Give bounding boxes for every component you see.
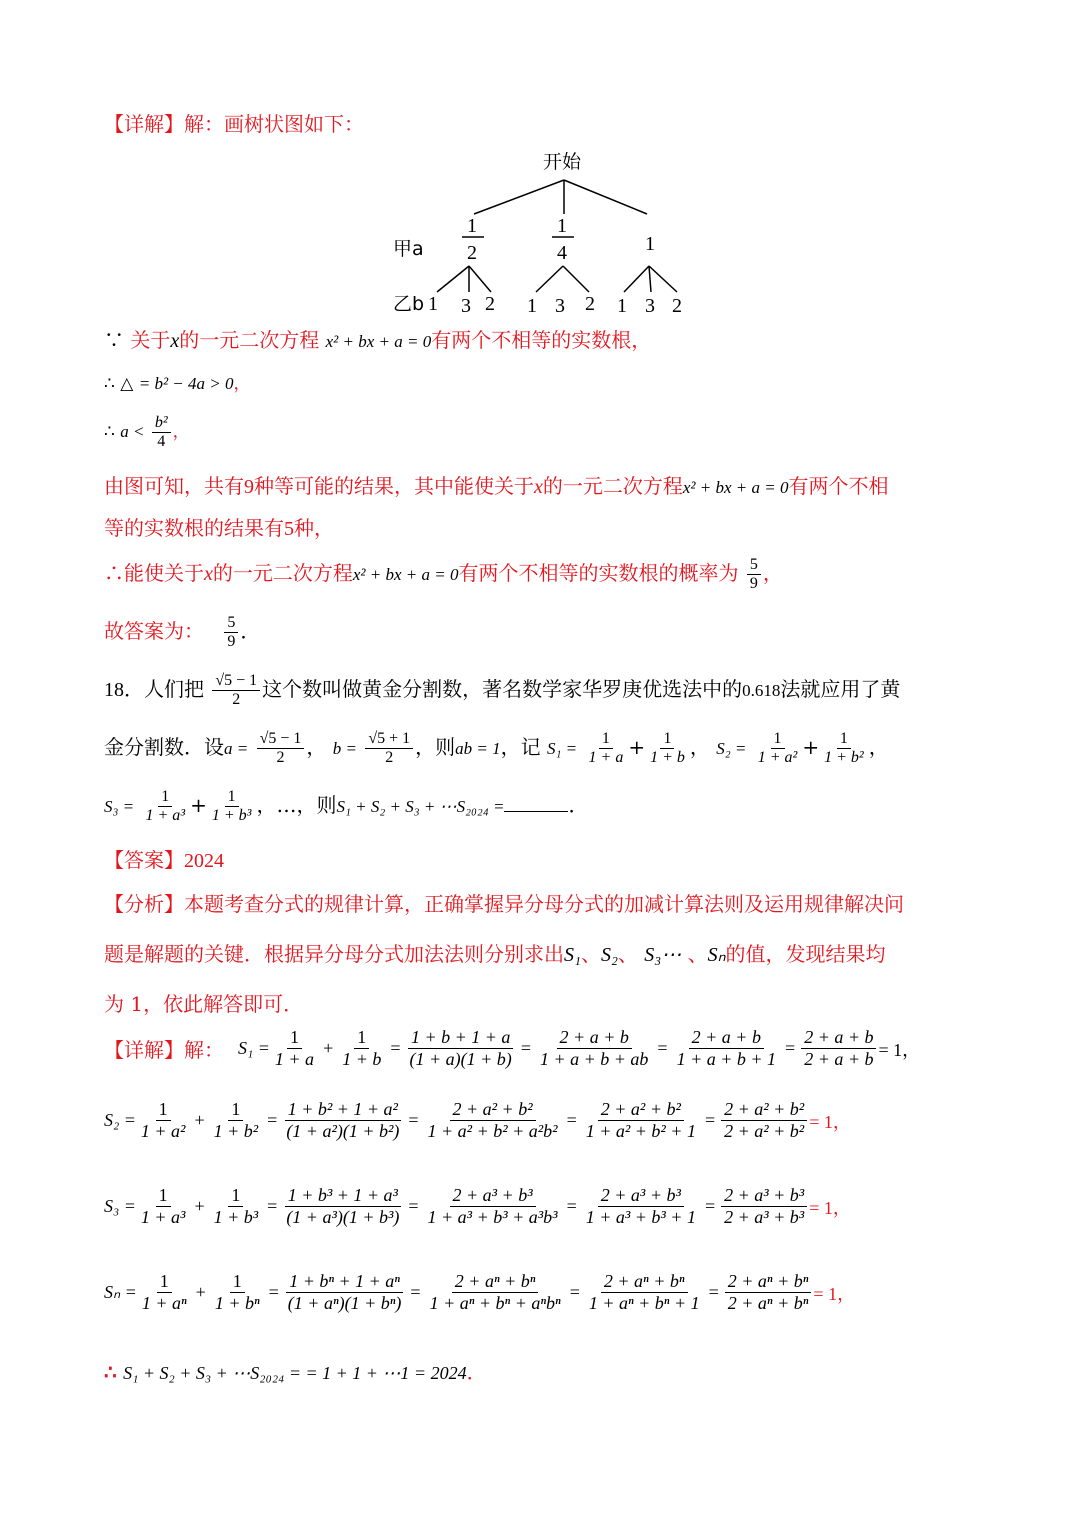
frac: $\frac{2 + a + b}{1 + a + b + 1}$ [676, 1027, 777, 1069]
frac: $\frac{\text{2 + a² + b²}}{\text{2 + a² + b²}}$ [721, 1100, 807, 1141]
tree-edge [536, 266, 563, 292]
answer-value: 2024 [184, 850, 224, 872]
derivation-row-s2: S₂ = $\frac{1}{\text{1 + a²}}$ + $\frac{1}{\text{1 + b²}}$ = $\frac{\text{1 + b² + 1 + a²}}{\text{(1 + a²)(1 + b²)}}$ = $\frac{\text{2 + a² + b²}}{\text{1 + a² + b² + a²b²}}$ = $\frac{\text{2 + a² + b²}}{\text{1 + a² + b² + 1}}$ = $\frac{\text{2 + a² + b²}}{\text{2 + a² + b²}}$ = 1， [104, 1099, 851, 1141]
frac: $\frac{1}{\text{1 + bⁿ}}$ [214, 1271, 260, 1313]
frac: $\frac{\text{1 + b² + 1 + a²}}{\text{(1 + a²)(1 + b²)}}$ [286, 1099, 400, 1141]
tree-a-node-3: 1 [645, 233, 655, 255]
frac: $\frac{\text{2 + aⁿ + bⁿ}}{\text{2 + aⁿ + bⁿ}}$ [725, 1272, 812, 1313]
frac: $\frac{1}{\text{1 + a²}}$ [140, 1099, 186, 1141]
delta-symbol: △ [120, 374, 134, 394]
detail-bracket: 【详解】 [104, 112, 184, 136]
frac: $\frac{1}{\text{1 + b³}}$ [213, 1185, 259, 1227]
var-x: x [170, 330, 180, 352]
tree-leaf: 1 [527, 295, 537, 317]
q18-line-3: S₃ = $\frac{1}{\text{1 + a³}}$ + $\frac{1}{\text{1 + b³}}$ ，…，则S₁ + S₂ + S₃ + ⋯S₂₀₂₄ = ． [104, 788, 589, 824]
answer-fraction: $\frac{5}{9}$ [224, 614, 238, 651]
tree-leaf: 3 [555, 295, 565, 317]
tree-leaf: 1 [617, 295, 627, 317]
derivation-row-s3: S₃ = $\frac{1}{\text{1 + a³}}$ + $\frac{1}{\text{1 + b³}}$ = $\frac{\text{1 + b³ + 1 + a³}}{\text{(1 + a³)(1 + b³)}}$ = $\frac{\text{2 + a³ + b³}}{\text{1 + a³ + b³ + a³b³}}$ = $\frac{\text{2 + a³ + b³}}{\text{1 + a³ + b³ + 1}}$ = $\frac{\text{2 + a³ + b³}}{\text{2 + a³ + b³}}$ = 1， [104, 1185, 851, 1227]
frac: $\frac{1 + b + 1 + a}{(1 + a)(1 + b)}$ [409, 1027, 512, 1069]
tree-edge [649, 266, 651, 292]
solution-line-5: 等的实数根的结果有5种， [104, 516, 334, 540]
row-tail: = 1， [809, 1111, 851, 1132]
tree-leaf: 3 [645, 295, 655, 317]
tree-a-node-1-den: 2 [467, 242, 477, 264]
final-sum-line: ∴ S₁ + S₂ + S₃ + ⋯S₂₀₂₄ = = 1 + 1 + ⋯1 = 2024． [104, 1360, 487, 1384]
tree-edge [474, 180, 564, 214]
tree-edge [563, 266, 589, 292]
tree-leaf: 2 [672, 295, 682, 317]
tree-a-node-1-num: 1 [467, 215, 477, 237]
therefore-symbol: ∴ [104, 421, 115, 442]
tree-leaf: 1 [428, 293, 438, 315]
s1-term-2: $\frac{1}{1 + b}$ [650, 730, 685, 766]
frac: $\frac{1}{\text{1 + aⁿ}}$ [141, 1271, 187, 1313]
solution-line-3 [104, 414, 190, 451]
tree-a-node-2-den: 4 [557, 242, 567, 264]
equation: x² + bx + a = 0 [325, 332, 432, 351]
q18-line-1: 18．人们把 $\frac{√5 - 1}{2}$ 这个数叫做黄金分割数，著名数学家华罗庚优选法中的0.618法就应用了黄 [104, 672, 901, 708]
frac: $\frac{\text{2 + a² + b²}}{\text{1 + a² + b² + 1}}$ [585, 1099, 696, 1141]
therefore-symbol: ∴ [104, 374, 115, 394]
fraction-b2-over-4: $\frac{\text{b²}}{4}$ [152, 414, 171, 451]
final-expression: S₁ + S₂ + S₃ + ⋯S₂₀₂₄ = = 1 + 1 + ⋯1 = 2024 [123, 1363, 467, 1383]
golden-ratio-fraction: $\frac{√5 - 1}{2}$ [212, 672, 260, 709]
question-number: 18． [104, 678, 144, 701]
s1-term-1: $\frac{1}{1 + a}$ [588, 730, 624, 766]
frac: $\frac{\text{1 + b³ + 1 + a³}}{\text{(1 + a³)(1 + b³)}}$ [286, 1185, 400, 1227]
frac: $\frac{1}{\text{1 + a³}}$ [140, 1185, 186, 1227]
frac: $\frac{\text{2 + a² + b²}}{\text{1 + a² + b² + a²b²}}$ [427, 1099, 558, 1141]
frac: $\frac{\text{2 + a³ + b³}}{\text{1 + a³ + b³ + a³b³}}$ [427, 1185, 558, 1227]
tree-edge [624, 266, 649, 292]
answer-blank [504, 797, 568, 812]
solution-line-4: 由图可知，共有9种等可能的结果，其中能使关于x的一元二次方程x² + bx + a = 0有两个不相 [104, 474, 889, 498]
detail-intro: 解：画树状图如下： [184, 112, 364, 136]
because-symbol: ∵ [104, 328, 124, 352]
tree-leaf: 3 [461, 295, 471, 317]
b-fraction: $\frac{√5 + 1}{2}$ [365, 730, 413, 767]
tree-diagram [380, 140, 720, 325]
therefore-symbol: ∴ [104, 1360, 117, 1384]
row-tail: = 1， [813, 1283, 856, 1304]
s3-term-2: $\frac{1}{\text{1 + b³}}$ [211, 788, 252, 824]
q18-line-2: 金分割数．设a = $\frac{√5 - 1}{2}$ ， b = $\frac{√5 + 1}{2}$ ，则ab = 1，记 S₁ = $\frac{1}{1 + a}$ + $\frac{1}{1 + b}$ ， S₂ = $\frac{1}{\text{1 + a²}}$ + $\frac{1}{\text{1 + b²}}$ ， [104, 730, 889, 766]
derivation-row-sn: Sₙ = $\frac{1}{\text{1 + aⁿ}}$ + $\frac{1}{\text{1 + bⁿ}}$ = $\frac{\text{1 + bⁿ + 1 + aⁿ}}{\text{(1 + aⁿ)(1 + bⁿ)}}$ = $\frac{\text{2 + aⁿ + bⁿ}}{\text{1 + aⁿ + bⁿ + aⁿbⁿ}}$ = $\frac{\text{2 + aⁿ + bⁿ}}{\text{1 + aⁿ + bⁿ + 1}}$ = $\frac{\text{2 + aⁿ + bⁿ}}{\text{2 + aⁿ + bⁿ}}$ = 1， [104, 1271, 856, 1313]
s2-term-1: $\frac{1}{\text{1 + a²}}$ [757, 730, 798, 766]
inequality-lhs: a < [120, 421, 145, 441]
s2-term-2: $\frac{1}{\text{1 + b²}}$ [824, 730, 864, 766]
analysis-line-1: 【分析】本题考查分式的规律计算，正确掌握异分母分式的加减计算法则及运用规律解决问 [104, 892, 904, 916]
tree-leaf: 2 [585, 293, 595, 315]
tree-edge [564, 180, 647, 214]
frac: $\frac{2 + a + b}{1 + a + b + ab}$ [539, 1027, 649, 1069]
discriminant-expr: = b² − 4a > 0 [138, 374, 234, 393]
solution-line-2 [104, 374, 250, 394]
tree-start: 开始 [543, 151, 582, 173]
punct: ， [233, 374, 251, 394]
tree-edge [437, 266, 469, 292]
analysis-line-2: 题是解题的关键．根据异分母分式加法法则分别求出S₁、S₂、 S₃⋯ 、Sₙ的值，发现结果均 [104, 942, 886, 966]
derivation-row-s1: 【详解】 解： S₁ = $\frac{1}{1 + a}$ + $\frac{1}{1 + b}$ = $\frac{1 + b + 1 + a}{(1 + a)(1 + b)}$ = $\frac{2 + a + b}{1 + a + b + ab}$ = $\frac{2 + a + b}{1 + a + b + 1}$ = $\frac{2 + a + b}{2 + a + b}$ = 1， [104, 1027, 921, 1069]
frac: $\frac{\text{2 + aⁿ + bⁿ}}{\text{1 + aⁿ + bⁿ + 1}}$ [588, 1271, 700, 1313]
analysis-line-3: 为 1，依此解答即可． [104, 992, 304, 1016]
frac: $\frac{\text{2 + a³ + b³}}{\text{2 + a³ + b³}}$ [721, 1186, 807, 1227]
solution-line-1 [104, 328, 651, 353]
frac: $\frac{1}{1 + b}$ [342, 1027, 382, 1069]
tree-label-b: 乙b [393, 293, 425, 315]
row-tail: = 1， [809, 1197, 851, 1218]
frac: $\frac{1}{\text{1 + b²}}$ [213, 1099, 259, 1141]
frac: $\frac{1}{1 + a}$ [274, 1027, 315, 1069]
s3-term-1: $\frac{1}{\text{1 + a³}}$ [145, 788, 186, 824]
probability-fraction: $\frac{5}{9}$ [747, 556, 761, 593]
frac: $\frac{\text{2 + a³ + b³}}{\text{1 + a³ + b³ + 1}}$ [585, 1185, 696, 1227]
punct: ， [172, 421, 190, 442]
solution-line-6: ∴能使关于x的一元二次方程x² + bx + a = 0有两个不相等的实数根的概率为 $\frac{5}{9}$ ， [104, 556, 783, 592]
frac: $\frac{2 + a + b}{2 + a + b}$ [801, 1028, 876, 1069]
text: 有两个不相等的实数根， [431, 328, 652, 352]
tree-edge [469, 266, 491, 292]
text: 的一元二次方程 [179, 328, 320, 352]
text: 关于 [130, 328, 171, 352]
answer-line: 故答案为： $\frac{5}{9}$ ． [104, 614, 261, 650]
a-fraction: $\frac{√5 - 1}{2}$ [257, 730, 305, 767]
tree-label-a: 甲a [393, 238, 424, 260]
tree-a-node-2-num: 1 [557, 215, 567, 237]
detail-heading [104, 112, 364, 136]
frac: $\frac{\text{2 + aⁿ + bⁿ}}{\text{1 + aⁿ + bⁿ + aⁿbⁿ}}$ [429, 1271, 561, 1313]
row-tail: = 1， [878, 1039, 921, 1060]
tree-edge [649, 266, 677, 292]
answer-heading: 【答案】2024 [104, 848, 224, 872]
tree-leaf: 2 [485, 293, 495, 315]
frac: $\frac{\text{1 + bⁿ + 1 + aⁿ}}{\text{(1 + aⁿ)(1 + bⁿ)}}$ [287, 1271, 402, 1313]
